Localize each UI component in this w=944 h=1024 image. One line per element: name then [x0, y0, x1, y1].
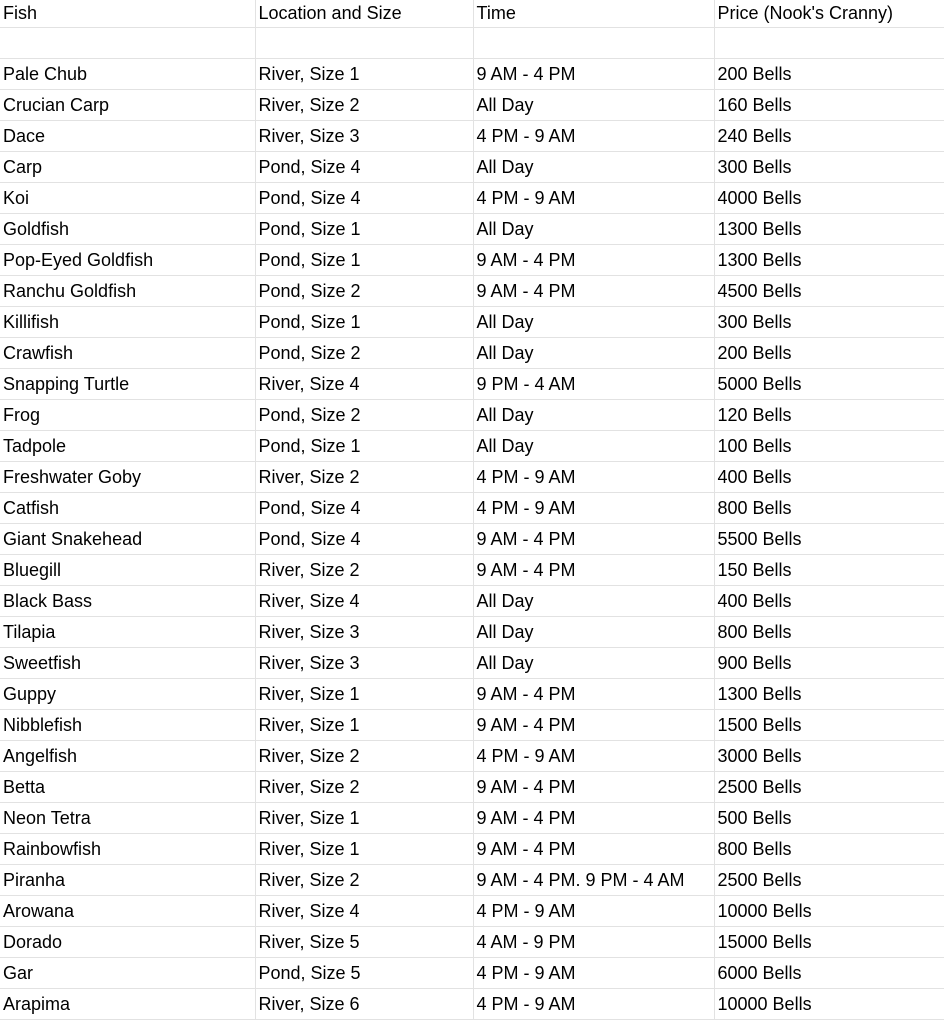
cell-time[interactable]: 9 AM - 4 PM [473, 58, 714, 89]
table-row [0, 802, 944, 833]
cell-price[interactable]: 2500 Bells [714, 864, 944, 895]
cell-location-and-size[interactable]: Pond, Size 2 [255, 399, 473, 430]
cell-time[interactable]: 9 AM - 4 PM [473, 678, 714, 709]
cell-time[interactable]: All Day [473, 585, 714, 616]
header-cell-location-and-size[interactable]: Location and Size [255, 0, 473, 27]
cell-time[interactable]: 4 PM - 9 AM [473, 492, 714, 523]
cell-time[interactable]: 9 AM - 4 PM [473, 833, 714, 864]
table-row [0, 337, 944, 368]
cell-fish[interactable]: Sweetfish [0, 647, 255, 678]
cell-fish[interactable]: Pop-Eyed Goldfish [0, 244, 255, 275]
cell-time[interactable]: 4 PM - 9 AM [473, 740, 714, 771]
cell-time[interactable]: 4 PM - 9 AM [473, 120, 714, 151]
cell-location-and-size[interactable]: Pond, Size 4 [255, 182, 473, 213]
cell-price[interactable]: 300 Bells [714, 306, 944, 337]
cell-price[interactable]: 300 Bells [714, 151, 944, 182]
cell-fish[interactable]: Nibblefish [0, 709, 255, 740]
cell-location-and-size[interactable]: River, Size 1 [255, 709, 473, 740]
cell-time[interactable]: All Day [473, 337, 714, 368]
table-row [0, 151, 944, 182]
table-row [0, 864, 944, 895]
cell-fish[interactable]: Crawfish [0, 337, 255, 368]
cell-price[interactable]: 240 Bells [714, 120, 944, 151]
cell-location-and-size[interactable]: Pond, Size 4 [255, 492, 473, 523]
cell-time[interactable]: 4 AM - 9 PM [473, 926, 714, 957]
cell-location-and-size[interactable]: River, Size 1 [255, 833, 473, 864]
cell-fish[interactable]: Goldfish [0, 213, 255, 244]
cell-price[interactable]: 3000 Bells [714, 740, 944, 771]
table-row [0, 926, 944, 957]
table-row [0, 492, 944, 523]
cell-fish[interactable]: Pale Chub [0, 58, 255, 89]
cell-price[interactable]: 400 Bells [714, 585, 944, 616]
cell-location-and-size[interactable]: Pond, Size 1 [255, 306, 473, 337]
cell-fish[interactable]: Bluegill [0, 554, 255, 585]
cell-fish[interactable]: Snapping Turtle [0, 368, 255, 399]
table-row [0, 306, 944, 337]
cell-time[interactable]: 4 PM - 9 AM [473, 182, 714, 213]
cell-fish[interactable] [0, 27, 255, 58]
cell-fish[interactable]: Crucian Carp [0, 89, 255, 120]
table-row [0, 616, 944, 647]
cell-price[interactable]: 500 Bells [714, 802, 944, 833]
cell-time[interactable]: All Day [473, 213, 714, 244]
cell-price[interactable]: 1300 Bells [714, 678, 944, 709]
cell-fish[interactable]: Tadpole [0, 430, 255, 461]
cell-price[interactable] [714, 27, 944, 58]
cell-fish[interactable]: Catfish [0, 492, 255, 523]
cell-time[interactable]: 9 AM - 4 PM [473, 771, 714, 802]
cell-price[interactable]: 100 Bells [714, 430, 944, 461]
cell-time[interactable]: All Day [473, 89, 714, 120]
cell-price[interactable]: 800 Bells [714, 616, 944, 647]
table-row [0, 120, 944, 151]
cell-fish[interactable]: Freshwater Goby [0, 461, 255, 492]
cell-price[interactable]: 200 Bells [714, 58, 944, 89]
cell-price[interactable]: 2500 Bells [714, 771, 944, 802]
cell-fish[interactable]: Neon Tetra [0, 802, 255, 833]
table-row [0, 709, 944, 740]
cell-time[interactable]: All Day [473, 616, 714, 647]
cell-price[interactable]: 400 Bells [714, 461, 944, 492]
cell-fish[interactable]: Piranha [0, 864, 255, 895]
cell-time[interactable]: All Day [473, 430, 714, 461]
table-row [0, 461, 944, 492]
cell-location-and-size[interactable]: River, Size 2 [255, 771, 473, 802]
cell-time[interactable]: 9 AM - 4 PM [473, 802, 714, 833]
cell-location-and-size[interactable]: River, Size 2 [255, 864, 473, 895]
cell-fish[interactable]: Arowana [0, 895, 255, 926]
header-cell-price[interactable]: Price (Nook's Cranny) [714, 0, 944, 27]
table-row [0, 895, 944, 926]
cell-price[interactable]: 160 Bells [714, 89, 944, 120]
cell-location-and-size[interactable]: Pond, Size 1 [255, 430, 473, 461]
cell-location-and-size[interactable]: River, Size 2 [255, 554, 473, 585]
cell-price[interactable]: 1300 Bells [714, 244, 944, 275]
cell-location-and-size[interactable]: Pond, Size 1 [255, 213, 473, 244]
cell-time[interactable]: 9 AM - 4 PM [473, 275, 714, 306]
cell-fish[interactable]: Ranchu Goldfish [0, 275, 255, 306]
cell-fish[interactable]: Betta [0, 771, 255, 802]
cell-fish[interactable]: Dace [0, 120, 255, 151]
cell-price[interactable]: 4500 Bells [714, 275, 944, 306]
cell-location-and-size[interactable]: River, Size 1 [255, 678, 473, 709]
cell-fish[interactable]: Giant Snakehead [0, 523, 255, 554]
cell-price[interactable]: 5500 Bells [714, 523, 944, 554]
cell-location-and-size[interactable]: Pond, Size 2 [255, 275, 473, 306]
cell-location-and-size[interactable]: River, Size 4 [255, 895, 473, 926]
cell-fish[interactable]: Guppy [0, 678, 255, 709]
cell-fish[interactable]: Angelfish [0, 740, 255, 771]
cell-price[interactable]: 150 Bells [714, 554, 944, 585]
cell-time[interactable]: 4 PM - 9 AM [473, 461, 714, 492]
cell-price[interactable]: 10000 Bells [714, 895, 944, 926]
table-row [0, 554, 944, 585]
cell-location-and-size[interactable]: Pond, Size 2 [255, 337, 473, 368]
cell-price[interactable]: 1500 Bells [714, 709, 944, 740]
table-row [0, 833, 944, 864]
cell-location-and-size[interactable]: River, Size 3 [255, 120, 473, 151]
cell-location-and-size[interactable]: River, Size 4 [255, 368, 473, 399]
cell-fish[interactable]: Black Bass [0, 585, 255, 616]
cell-fish[interactable]: Carp [0, 151, 255, 182]
table-row [0, 182, 944, 213]
table-row [0, 213, 944, 244]
cell-price[interactable]: 1300 Bells [714, 213, 944, 244]
cell-price[interactable]: 200 Bells [714, 337, 944, 368]
cell-fish[interactable]: Gar [0, 957, 255, 988]
cell-location-and-size[interactable]: River, Size 4 [255, 585, 473, 616]
cell-fish[interactable]: Arapima [0, 988, 255, 1019]
cell-location-and-size[interactable]: River, Size 3 [255, 616, 473, 647]
cell-price[interactable]: 800 Bells [714, 492, 944, 523]
cell-location-and-size[interactable]: Pond, Size 1 [255, 244, 473, 275]
table-row [0, 957, 944, 988]
cell-location-and-size[interactable]: Pond, Size 4 [255, 523, 473, 554]
cell-fish[interactable]: Koi [0, 182, 255, 213]
header-cell-fish[interactable]: Fish [0, 0, 255, 27]
table-row [0, 58, 944, 89]
cell-time[interactable]: All Day [473, 306, 714, 337]
cell-location-and-size[interactable]: River, Size 6 [255, 988, 473, 1019]
cell-location-and-size[interactable]: River, Size 2 [255, 740, 473, 771]
cell-fish[interactable]: Rainbowfish [0, 833, 255, 864]
table-row [0, 27, 944, 58]
cell-time[interactable]: 4 PM - 9 AM [473, 895, 714, 926]
cell-time[interactable] [473, 27, 714, 58]
cell-price[interactable]: 800 Bells [714, 833, 944, 864]
table-row [0, 585, 944, 616]
cell-location-and-size[interactable]: River, Size 5 [255, 926, 473, 957]
cell-price[interactable]: 900 Bells [714, 647, 944, 678]
cell-price[interactable]: 5000 Bells [714, 368, 944, 399]
cell-location-and-size[interactable]: River, Size 3 [255, 647, 473, 678]
cell-fish[interactable]: Killifish [0, 306, 255, 337]
cell-fish[interactable]: Tilapia [0, 616, 255, 647]
table-row [0, 647, 944, 678]
cell-price[interactable]: 4000 Bells [714, 182, 944, 213]
cell-location-and-size[interactable]: River, Size 1 [255, 58, 473, 89]
cell-time[interactable]: 9 AM - 4 PM. 9 PM - 4 AM [473, 864, 714, 895]
cell-time[interactable]: All Day [473, 151, 714, 182]
cell-price[interactable]: 6000 Bells [714, 957, 944, 988]
header-row [0, 0, 944, 27]
cell-location-and-size[interactable]: River, Size 1 [255, 802, 473, 833]
cell-location-and-size[interactable] [255, 27, 473, 58]
table-row [0, 430, 944, 461]
cell-time[interactable]: 9 AM - 4 PM [473, 244, 714, 275]
table-row [0, 244, 944, 275]
cell-price[interactable]: 15000 Bells [714, 926, 944, 957]
table-row [0, 275, 944, 306]
cell-price[interactable]: 10000 Bells [714, 988, 944, 1019]
cell-fish[interactable]: Frog [0, 399, 255, 430]
cell-time[interactable]: 9 AM - 4 PM [473, 554, 714, 585]
table-row [0, 89, 944, 120]
cell-time[interactable]: All Day [473, 399, 714, 430]
table-row [0, 678, 944, 709]
cell-location-and-size[interactable]: River, Size 2 [255, 89, 473, 120]
cell-location-and-size[interactable]: Pond, Size 4 [255, 151, 473, 182]
cell-location-and-size[interactable]: Pond, Size 5 [255, 957, 473, 988]
cell-time[interactable]: 4 PM - 9 AM [473, 957, 714, 988]
cell-time[interactable]: 9 AM - 4 PM [473, 709, 714, 740]
cell-time[interactable]: 9 PM - 4 AM [473, 368, 714, 399]
table-row [0, 399, 944, 430]
cell-time[interactable]: All Day [473, 647, 714, 678]
cell-price[interactable]: 120 Bells [714, 399, 944, 430]
table-row [0, 771, 944, 802]
table-row [0, 740, 944, 771]
table-row [0, 988, 944, 1019]
table-row [0, 523, 944, 554]
cell-time[interactable]: 9 AM - 4 PM [473, 523, 714, 554]
cell-location-and-size[interactable]: River, Size 2 [255, 461, 473, 492]
cell-time[interactable]: 4 PM - 9 AM [473, 988, 714, 1019]
header-cell-time[interactable]: Time [473, 0, 714, 27]
cell-fish[interactable]: Dorado [0, 926, 255, 957]
table-row [0, 368, 944, 399]
